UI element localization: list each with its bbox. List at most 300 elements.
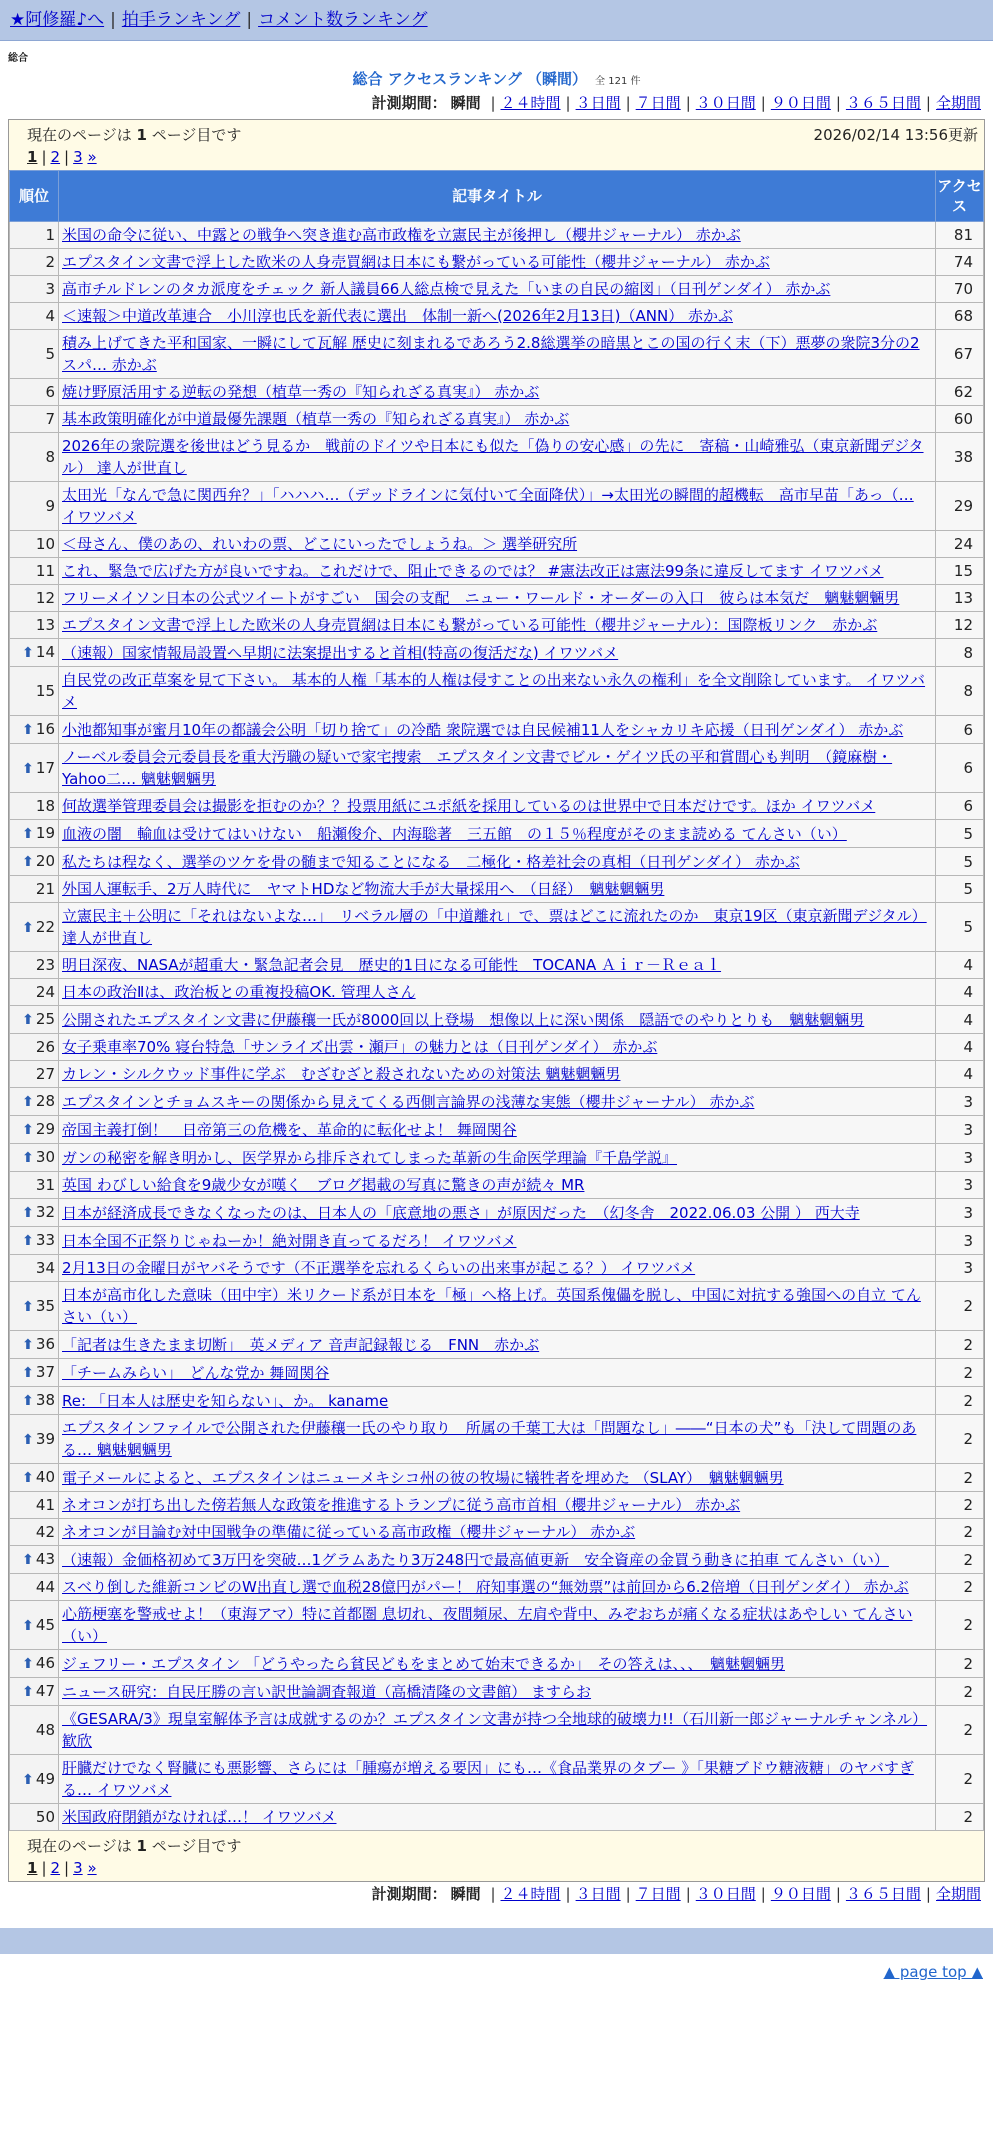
access-count: 3 xyxy=(936,1227,984,1255)
rank-number: 11 xyxy=(35,562,55,580)
pager-page-link[interactable]: 2 xyxy=(50,1859,61,1877)
title-cell xyxy=(59,1415,936,1464)
table-row xyxy=(10,744,984,793)
separator: | xyxy=(490,1885,496,1903)
article-title-link[interactable]: ジェフリー・エプスタイン 「どうやったら貧民どもをまとめて始末できるか」 その答えは、、、 魑魅魍魎男 xyxy=(62,1654,785,1673)
title-cell xyxy=(59,379,936,406)
rank-cell xyxy=(10,531,59,558)
page-info-bottom: 現在のページは 1 ページ目です xyxy=(27,1837,242,1855)
access-count: 38 xyxy=(936,433,984,482)
title-cell xyxy=(59,1116,936,1144)
rank-number: 45 xyxy=(35,1615,55,1634)
page-heading xyxy=(0,67,993,91)
period-link[interactable]: ９０日間 xyxy=(770,1885,831,1903)
access-count: 3 xyxy=(936,1116,984,1144)
table-row xyxy=(10,1415,984,1464)
pager-page-link[interactable]: 3 xyxy=(73,1859,83,1877)
table-row xyxy=(10,433,984,482)
updated-timestamp: 2026/02/14 13:56更新 xyxy=(813,126,978,144)
rank-number: 31 xyxy=(35,1176,55,1194)
separator: | xyxy=(760,94,766,112)
rank-number: 40 xyxy=(35,1468,55,1486)
rank-up-arrow-icon: ⬆ xyxy=(22,1617,34,1634)
table-row xyxy=(10,979,984,1006)
access-count: 2 xyxy=(936,1464,984,1492)
rank-cell xyxy=(10,1492,59,1519)
rank-number: 15 xyxy=(35,682,55,700)
article-title-link[interactable]: 積み上げてきた平和国家、一瞬にして瓦解 歴史に刻まれるであろう2.8総選挙の暗黒とこの国の行く末（下）悪夢の衆院3分の2 スパ… 赤かぶ xyxy=(62,334,920,374)
table-row xyxy=(10,952,984,979)
rank-number: 43 xyxy=(35,1550,55,1568)
rank-cell xyxy=(10,1650,59,1678)
access-count: 2 xyxy=(936,1601,984,1650)
rank-cell xyxy=(10,379,59,406)
rank-cell xyxy=(10,1804,59,1831)
rank-up-arrow-icon: ⬆ xyxy=(22,1205,34,1221)
pager-page-link[interactable]: 2 xyxy=(50,148,61,166)
table-row xyxy=(10,1546,984,1574)
table-row xyxy=(10,1255,984,1282)
rank-number: 18 xyxy=(35,797,55,815)
ranking-panel xyxy=(8,119,985,1882)
rank-up-arrow-icon: ⬆ xyxy=(22,645,34,661)
rank-cell xyxy=(10,1546,59,1574)
table-row xyxy=(10,1574,984,1601)
title-cell xyxy=(59,1199,936,1227)
title-cell xyxy=(59,1755,936,1804)
access-count: 3 xyxy=(936,1255,984,1282)
article-title-link[interactable]: 何故選挙管理委員会は撮影を拒むのか？？投票用紙にユポ紙を採用しているのは世界中で日本だけです。ほか イワツバメ xyxy=(62,797,876,815)
rank-cell xyxy=(10,1116,59,1144)
article-title-link[interactable]: 「記者は生きたまま切断」 英メディア 音声記録報じる FNN 赤かぶ xyxy=(62,1335,540,1354)
title-cell xyxy=(59,1464,936,1492)
period-link[interactable]: ３日間 xyxy=(575,94,621,112)
period-link[interactable]: ９０日間 xyxy=(770,94,831,112)
table-row xyxy=(10,303,984,330)
separator: | xyxy=(925,1885,931,1903)
rank-cell xyxy=(10,482,59,531)
table-row xyxy=(10,1464,984,1492)
rank-number: 1 xyxy=(45,226,55,244)
table-row xyxy=(10,1331,984,1359)
article-title-link[interactable]: 日本が経済成長できなくなったのは、日本人の「底意地の悪さ」が原因だった （幻冬舎 2022.06.03 公開 ） 西大寺 xyxy=(62,1203,860,1222)
access-count: 5 xyxy=(936,903,984,952)
rank-cell xyxy=(10,744,59,793)
title-cell xyxy=(59,1172,936,1199)
title-cell xyxy=(59,585,936,612)
rank-up-arrow-icon: ⬆ xyxy=(22,760,34,777)
period-selector-top xyxy=(0,91,993,115)
article-title-link[interactable]: 太田光「なんで急に関西弁？」「ハハハ…（デッドラインに気付いて全面降伏）」→太田光の瞬間的超機転 高市早苗「あっ（… イワツバメ xyxy=(62,486,914,526)
rank-up-arrow-icon: ⬆ xyxy=(22,1365,34,1381)
article-title-link[interactable]: エプスタイン文書で浮上した欧米の人身売買網は日本にも繋がっている可能性（櫻井ジャーナル） 赤かぶ xyxy=(62,253,770,271)
rank-number: 48 xyxy=(35,1721,55,1739)
period-link[interactable]: ７日間 xyxy=(635,94,681,112)
rank-cell xyxy=(10,1199,59,1227)
article-title-link[interactable]: 自民党の改正草案を見て下さい。 基本的人権「基本的人権は侵すことの出来ない永久の権利」を全文削除しています。 イワツバメ xyxy=(62,671,926,711)
article-title-link[interactable]: 女子乗車率70% 寝台特急「サンライズ出雲・瀬戸」の魅力とは（日刊ゲンダイ） 赤かぶ xyxy=(62,1038,658,1056)
pager-current-page: 1 xyxy=(27,1859,38,1877)
access-count: 29 xyxy=(936,482,984,531)
access-count: 2 xyxy=(936,1331,984,1359)
access-count: 2 xyxy=(936,1706,984,1755)
table-row xyxy=(10,876,984,903)
table-row xyxy=(10,379,984,406)
access-count: 13 xyxy=(936,585,984,612)
article-title-link[interactable]: エプスタインとチョムスキーの関係から見えてくる西側言論界の浅薄な実態（櫻井ジャーナル） 赤かぶ xyxy=(62,1092,755,1111)
title-cell xyxy=(59,639,936,667)
separator: | xyxy=(835,94,841,112)
article-title-link[interactable]: 米国の命令に従い、中露との戦争へ突き進む高市政権を立憲民主が後押し（櫻井ジャーナル） 赤かぶ xyxy=(62,226,741,244)
table-row xyxy=(10,793,984,820)
page-info-row xyxy=(9,120,984,146)
rank-up-arrow-icon: ⬆ xyxy=(22,1337,34,1353)
rank-number: 10 xyxy=(35,535,55,553)
title-cell xyxy=(59,667,936,716)
title-cell xyxy=(59,744,936,793)
rank-number: 20 xyxy=(35,852,55,870)
table-row xyxy=(10,1804,984,1831)
rank-cell xyxy=(10,249,59,276)
article-title-link[interactable]: ガンの秘密を解き明かし、医学界から排斥されてしまった革新の生命医学理論『千島学説』 xyxy=(62,1148,678,1167)
page-info: 現在のページは 1 ページ目です xyxy=(27,126,242,144)
rank-number: 30 xyxy=(35,1148,55,1166)
article-title-link[interactable]: 私たちは程なく、選挙のツケを骨の髄まで知ることになる 二極化・格差社会の真相（日刊ゲンダイ） 赤かぶ xyxy=(62,852,800,871)
rank-cell xyxy=(10,1464,59,1492)
table-row xyxy=(10,1492,984,1519)
article-title-link[interactable]: 肝臓だけでなく腎臓にも悪影響、さらには「腫瘍が増える要因」にも…《食品業界のタブー 》「果糖ブドウ糖液糖」のヤバすぎる… イワツバメ xyxy=(62,1759,914,1799)
rank-number: 5 xyxy=(45,345,55,363)
rank-number: 25 xyxy=(35,1010,55,1028)
article-title-link[interactable]: 日本が高市化した意味（田中宇）米リクード系が日本を「極」へ格上げ。英国系傀儡を脱し、中国に対抗する強国への自立 てんさい（い） xyxy=(62,1286,921,1326)
title-cell xyxy=(59,330,936,379)
table-row xyxy=(10,1088,984,1116)
rank-number: 9 xyxy=(45,497,55,515)
access-count: 2 xyxy=(936,1387,984,1415)
article-title-link[interactable]: 日本全国不正祭りじゃねーか！絶対開き直ってるだろ！ イワツバメ xyxy=(62,1231,517,1250)
article-title-link[interactable]: ニュース研究：自民圧勝の言い訳世論調査報道（高橋清隆の文書館） ますらお xyxy=(62,1682,592,1701)
access-count: 2 xyxy=(936,1574,984,1601)
article-title-link[interactable]: Re: 「日本人は歴史を知らない」、か。 kaname xyxy=(62,1391,389,1410)
pager-next-link[interactable]: » xyxy=(87,1859,97,1877)
title-cell xyxy=(59,979,936,1006)
article-title-link[interactable]: 基本政策明確化が中道最優先課題（植草一秀の『知られざる真実』） 赤かぶ xyxy=(62,410,570,428)
access-count: 81 xyxy=(936,222,984,249)
top-nav-bar: ★阿修羅♪へ | 拍手ランキング | コメント数ランキング xyxy=(0,0,993,41)
separator: | xyxy=(41,1859,47,1877)
pager-bottom xyxy=(9,1857,984,1881)
table-row xyxy=(10,1227,984,1255)
access-count: 60 xyxy=(936,406,984,433)
rank-number: 16 xyxy=(35,720,55,738)
rank-number: 12 xyxy=(35,589,55,607)
rank-cell xyxy=(10,585,59,612)
access-count: 4 xyxy=(936,1034,984,1061)
title-cell xyxy=(59,1255,936,1282)
article-title-link[interactable]: 心筋梗塞を警戒せよ！（東海アマ）特に首都圏 息切れ、夜間頻尿、左肩や背中、みぞおちが痛くなる症状はあやしい てんさい（い） xyxy=(62,1605,913,1645)
article-title-link[interactable]: （速報）国家情報局設置へ早期に法案提出すると首相(特高の復活だな) イワツバメ xyxy=(62,643,619,662)
rank-cell xyxy=(10,1519,59,1546)
title-cell xyxy=(59,1678,936,1706)
rank-number: 13 xyxy=(35,616,55,634)
title-cell xyxy=(59,1650,936,1678)
rank-cell xyxy=(10,1574,59,1601)
table-row xyxy=(10,1061,984,1088)
rank-number: 38 xyxy=(35,1391,55,1409)
pager-next-link[interactable]: » xyxy=(87,148,97,166)
table-row xyxy=(10,1172,984,1199)
period-link[interactable]: 全期間 xyxy=(935,1885,981,1903)
article-title-link[interactable]: エプスタイン文書で浮上した欧米の人身売買網は日本にも繋がっている可能性（櫻井ジャーナル）：国際板リンク 赤かぶ xyxy=(62,616,878,634)
separator: | xyxy=(490,94,496,112)
title-cell xyxy=(59,848,936,876)
bottom-bar xyxy=(0,1928,993,1954)
rank-cell xyxy=(10,406,59,433)
rank-cell xyxy=(10,1706,59,1755)
home-link[interactable]: ★阿修羅♪へ xyxy=(10,10,105,30)
article-title-link[interactable]: ネオコンが打ち出した傍若無人な政策を推進するトランプに従う高市首相（櫻井ジャーナル） 赤かぶ xyxy=(62,1496,741,1514)
access-count: 3 xyxy=(936,1172,984,1199)
title-cell xyxy=(59,1088,936,1116)
article-title-link[interactable]: 明日深夜、NASAが超重大・緊急記者会見 歴史的1日になる可能性 TOCANA Ａｉｒ－Ｒｅａｌ xyxy=(62,956,722,974)
title-cell xyxy=(59,1387,936,1415)
period-link[interactable]: 全期間 xyxy=(935,94,981,112)
rank-number: 47 xyxy=(35,1682,55,1700)
article-title-link[interactable]: 公開されたエプスタイン文書に伊藤穰一氏が8000回以上登場 想像以上に深い関係 隠語でのやりとりも 魑魅魍魎男 xyxy=(62,1010,865,1029)
rank-number: 42 xyxy=(35,1523,55,1541)
access-count: 2 xyxy=(936,1546,984,1574)
article-title-link[interactable]: 血液の闇 輸血は受けてはいけない 船瀬俊介、内海聡著 三五館 の１５％程度がそのまま読める てんさい（い） xyxy=(62,824,847,843)
access-count: 3 xyxy=(936,1199,984,1227)
rank-up-arrow-icon: ⬆ xyxy=(22,1771,34,1788)
clap-ranking-link[interactable]: 拍手ランキング xyxy=(121,10,241,30)
title-cell xyxy=(59,276,936,303)
table-row xyxy=(10,406,984,433)
title-cell xyxy=(59,482,936,531)
rank-cell xyxy=(10,330,59,379)
article-title-link[interactable]: エプスタインファイルで公開された伊藤穰一氏のやり取り 所属の千葉工大は「問題なし」――“日本の犬”も「決して問題のある… 魑魅魍魎男 xyxy=(62,1419,917,1459)
rank-cell xyxy=(10,876,59,903)
title-cell xyxy=(59,222,936,249)
title-cell xyxy=(59,1804,936,1831)
rank-number: 34 xyxy=(35,1259,55,1277)
page-top-link[interactable]: ▲ page top ▲ xyxy=(883,1963,983,1981)
table-row xyxy=(10,1755,984,1804)
rank-up-arrow-icon: ⬆ xyxy=(22,1150,34,1166)
rank-cell xyxy=(10,612,59,639)
article-title-link[interactable]: 焼け野原活用する逆転の発想（植草一秀の『知られざる真実』） 赤かぶ xyxy=(62,383,540,401)
title-cell xyxy=(59,1492,936,1519)
separator: | xyxy=(925,94,931,112)
article-title-link[interactable]: 米国政府閉鎖がなければ…！ イワツバメ xyxy=(62,1808,337,1826)
table-row xyxy=(10,249,984,276)
period-selector-bottom xyxy=(0,1882,993,1906)
title-cell xyxy=(59,406,936,433)
rank-number: 24 xyxy=(35,983,55,1001)
table-row xyxy=(10,820,984,848)
access-count: 5 xyxy=(936,876,984,903)
access-count: 62 xyxy=(936,379,984,406)
rank-number: 27 xyxy=(35,1065,55,1083)
access-count: 4 xyxy=(936,952,984,979)
rank-cell xyxy=(10,558,59,585)
rank-number: 23 xyxy=(35,956,55,974)
rank-number: 37 xyxy=(35,1363,55,1381)
article-title-link[interactable]: ノーベル委員会元委員長を重大汚職の疑いで家宅捜索 エプスタイン文書でビル・ゲイツ氏の平和賞間心も判明 （鏡麻樹・Yahoo二… 魑魅魍魎男 xyxy=(62,748,893,788)
article-title-link[interactable]: 2026年の衆院選を後世はどう見るか 戦前のドイツや日本にも似た「偽りの安心感」の先に 寄稿・山崎雅弘（東京新聞デジタル） 達人が世直し xyxy=(62,437,924,477)
rank-cell xyxy=(10,952,59,979)
access-count: 5 xyxy=(936,820,984,848)
rank-cell xyxy=(10,639,59,667)
table-row xyxy=(10,639,984,667)
ranking-table-body xyxy=(10,222,984,1831)
access-count: 4 xyxy=(936,1061,984,1088)
rank-cell xyxy=(10,979,59,1006)
table-row xyxy=(10,1601,984,1650)
article-title-link[interactable]: 外国人運転手、2万人時代に ヤマトHDなど物流大手が大量採用へ （日経） 魑魅魍魎男 xyxy=(62,880,665,898)
rank-number: 6 xyxy=(45,383,55,401)
rank-number: 3 xyxy=(45,280,55,298)
rank-cell xyxy=(10,1601,59,1650)
table-row xyxy=(10,1006,984,1034)
period-label: 計測期間： xyxy=(371,1885,447,1903)
table-row xyxy=(10,848,984,876)
period-link[interactable]: ３日間 xyxy=(575,1885,621,1903)
rank-number: 29 xyxy=(35,1120,55,1138)
rank-cell xyxy=(10,1678,59,1706)
title-cell xyxy=(59,1519,936,1546)
period-link[interactable]: ３６５日間 xyxy=(845,94,921,112)
title-cell xyxy=(59,1282,936,1331)
rank-number: 39 xyxy=(35,1429,55,1448)
article-title-link[interactable]: 英国 わびしい給食を9歳少女が嘆く ブログ掲載の写真に驚きの声が続々 MR xyxy=(62,1176,585,1194)
article-title-link[interactable]: 立憲民主＋公明に「それはないよな…」 リベラル層の「中道離れ」で、票はどこに流れたのか 東京19区（東京新聞デジタル） 達人が世直し xyxy=(62,907,927,947)
title-cell xyxy=(59,1706,936,1755)
access-count: 68 xyxy=(936,303,984,330)
period-current: 瞬間 xyxy=(450,94,481,112)
rank-number: 46 xyxy=(35,1654,55,1672)
title-cell xyxy=(59,612,936,639)
rank-cell xyxy=(10,222,59,249)
rank-number: 33 xyxy=(35,1231,55,1249)
article-title-link[interactable]: （速報）金価格初めて3万円を突破…1グラムあたり3万248円で最高値更新 安全資産の金買う動きに拍車 てんさい（い） xyxy=(62,1550,889,1569)
table-header-row xyxy=(10,171,984,222)
rank-number: 36 xyxy=(35,1335,55,1353)
table-row xyxy=(10,716,984,744)
access-count: 2 xyxy=(936,1755,984,1804)
rank-cell xyxy=(10,1034,59,1061)
period-current: 瞬間 xyxy=(450,1885,481,1903)
table-row xyxy=(10,1650,984,1678)
article-title-link[interactable]: 《GESARA/3》現皇室解体予言は成就するのか？エプスタイン文書が持つ全地球的破壊力!!（石川新一郎ジャーナルチャンネル） 歓欣 xyxy=(62,1710,928,1750)
period-link[interactable]: ２４時間 xyxy=(500,94,561,112)
article-title-link[interactable]: ＜速報＞中道改革連合 小川淳也氏を新代表に選出 体制一新へ(2026年2月13日)（ANN） 赤かぶ xyxy=(62,307,733,325)
rank-cell xyxy=(10,1359,59,1387)
rank-up-arrow-icon: ⬆ xyxy=(22,919,34,936)
page-title: 総合 アクセスランキング （瞬間） xyxy=(352,70,588,88)
rank-cell xyxy=(10,1172,59,1199)
title-cell xyxy=(59,249,936,276)
separator: | xyxy=(565,1885,571,1903)
article-title-link[interactable]: 2月13日の金曜日がヤバそうです（不正選挙を忘れるくらいの出来事が起こる？） イワツバメ xyxy=(62,1259,696,1277)
table-row xyxy=(10,1199,984,1227)
title-cell xyxy=(59,716,936,744)
article-title-link[interactable]: 日本の政治Ⅱは、政治板との重複投稿OK. 管理人さん xyxy=(62,983,416,1001)
pager-current-page: 1 xyxy=(27,148,38,166)
table-row xyxy=(10,1519,984,1546)
access-count: 5 xyxy=(936,848,984,876)
table-row xyxy=(10,903,984,952)
separator: | xyxy=(835,1885,841,1903)
rank-number: 28 xyxy=(35,1092,55,1110)
article-title-link[interactable]: これ、緊急で広げた方が良いですね。これだけで、阻止できるのでは？ #憲法改正は憲法99条に違反してます イワツバメ xyxy=(62,562,884,580)
rank-number: 7 xyxy=(45,410,55,428)
article-title-link[interactable]: 電子メールによると、エプスタインはニューメキシコ州の彼の牧場に犠牲者を埋めた （SLAY） 魑魅魍魎男 xyxy=(62,1468,784,1487)
title-cell xyxy=(59,558,936,585)
access-count: 67 xyxy=(936,330,984,379)
access-count: 74 xyxy=(936,249,984,276)
article-title-link[interactable]: 「チームみらい」 どんな党か 舞岡関谷 xyxy=(62,1363,330,1382)
access-count: 2 xyxy=(936,1678,984,1706)
article-title-link[interactable]: 高市チルドレンのタカ派度をチェック 新人議員66人総点検で見えた「いまの自民の縮図」（日刊ゲンダイ） 赤かぶ xyxy=(62,280,831,298)
title-cell xyxy=(59,1034,936,1061)
title-cell xyxy=(59,952,936,979)
rank-number: 44 xyxy=(35,1578,55,1596)
article-title-link[interactable]: 帝国主義打倒！ 日帝第三の危機を、革命的に転化せよ！ 舞岡関谷 xyxy=(62,1120,517,1139)
title-cell xyxy=(59,793,936,820)
article-title-link[interactable]: ネオコンが目論む対中国戦争の準備に従っている高市政権（櫻井ジャーナル） 赤かぶ xyxy=(62,1523,636,1541)
separator: | xyxy=(685,1885,691,1903)
rank-up-arrow-icon: ⬆ xyxy=(22,1122,34,1138)
period-link[interactable]: ３０日間 xyxy=(695,94,756,112)
access-count: 2 xyxy=(936,1359,984,1387)
access-count: 2 xyxy=(936,1492,984,1519)
rank-cell xyxy=(10,848,59,876)
column-header-rank: 順位 xyxy=(10,171,59,222)
rank-cell xyxy=(10,303,59,330)
rank-cell xyxy=(10,1387,59,1415)
article-title-link[interactable]: 小池都知事が蜜月10年の都議会公明「切り捨て」の冷酷 衆院選では自民候補11人をシャカリキ応援（日刊ゲンダイ） 赤かぶ xyxy=(62,720,904,739)
rank-up-arrow-icon: ⬆ xyxy=(22,1656,34,1672)
period-link[interactable]: ３０日間 xyxy=(695,1885,756,1903)
pager-page-link[interactable]: 3 xyxy=(73,148,83,166)
rank-up-arrow-icon: ⬆ xyxy=(22,1552,34,1568)
rank-up-arrow-icon: ⬆ xyxy=(22,1470,34,1486)
article-title-link[interactable]: ＜母さん、僕のあの、れいわの票、どこにいったでしょうね。＞ 選挙研究所 xyxy=(62,535,578,553)
rank-cell xyxy=(10,903,59,952)
period-link[interactable]: ３６５日間 xyxy=(845,1885,921,1903)
period-link[interactable]: ７日間 xyxy=(635,1885,681,1903)
rank-number: 19 xyxy=(35,824,55,842)
comment-ranking-link[interactable]: コメント数ランキング xyxy=(258,10,428,30)
rank-number: 35 xyxy=(35,1296,55,1315)
access-count: 2 xyxy=(936,1519,984,1546)
separator: | xyxy=(685,94,691,112)
article-title-link[interactable]: フリーメイソン日本の公式ツイートがすごい 国会の支配 ニュー・ワールド・オーダーの入口 彼らは本気だ 魑魅魍魎男 xyxy=(62,589,900,607)
access-count: 6 xyxy=(936,793,984,820)
table-row xyxy=(10,1387,984,1415)
rank-up-arrow-icon: ⬆ xyxy=(22,1684,34,1700)
rank-cell xyxy=(10,1255,59,1282)
rank-number: 14 xyxy=(35,643,55,661)
rank-up-arrow-icon: ⬆ xyxy=(22,1233,34,1249)
rank-up-arrow-icon: ⬆ xyxy=(22,854,34,870)
table-row xyxy=(10,276,984,303)
period-link[interactable]: ２４時間 xyxy=(500,1885,561,1903)
article-title-link[interactable]: カレン・シルクウッド事件に学ぶ むざむざと殺されないための対策法 魑魅魍魎男 xyxy=(62,1065,621,1083)
table-row xyxy=(10,667,984,716)
article-title-link[interactable]: スベり倒した維新コンビのW出直し選で血税28億円がパー！ 府知事選の“無効票”は前回から6.2倍増（日刊ゲンダイ） 赤かぶ xyxy=(62,1578,909,1596)
